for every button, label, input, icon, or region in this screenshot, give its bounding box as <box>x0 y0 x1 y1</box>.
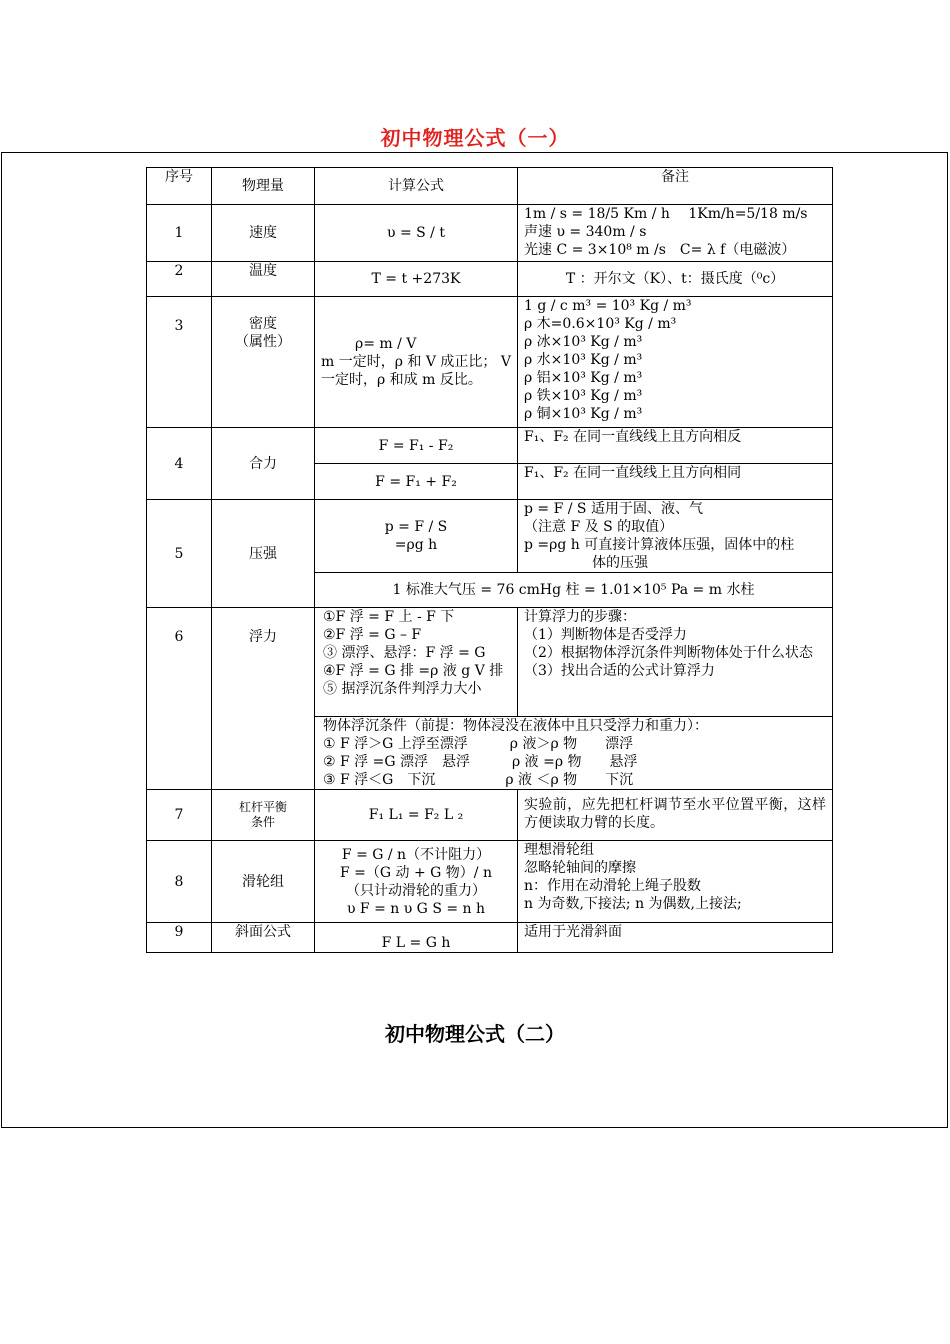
table-row <box>147 841 833 923</box>
note: 适用于光滑斜面 <box>518 923 833 953</box>
note: 理想滑轮组 忽略轮轴间的摩擦 n：作用在动滑轮上绳子股数 n 为奇数,下接法; n 为偶数,上接法; <box>518 841 833 923</box>
table-row <box>147 923 833 953</box>
formula: F = F₁ + F₂ <box>315 464 518 500</box>
note: 1m / s = 18/5 Km / h 1Km/h=5/18 m/s 声速 υ = 340m / s 光速 C = 3×10⁸ m /s C= λ f（电磁波） <box>518 205 833 262</box>
atmosphere-note: 1 标准大气压 = 76 cmHg 柱 = 1.01×10⁵ Pa = m 水柱 <box>315 573 833 608</box>
quantity-name: 压强 <box>212 500 315 608</box>
table-row <box>147 790 833 841</box>
note: F₁、F₂ 在同一直线线上且方向相同 <box>518 464 833 500</box>
header-no: 序号 <box>147 168 212 205</box>
formula-table <box>146 167 833 953</box>
quantity-name: 杠杆平衡 条件 <box>212 790 315 841</box>
row-number: 5 <box>147 500 212 608</box>
formula: F L = G h <box>315 923 518 953</box>
formula: υ = S / t <box>315 205 518 262</box>
row-number: 9 <box>147 923 212 953</box>
formula: F = F₁ - F₂ <box>315 428 518 464</box>
table-row <box>147 205 833 262</box>
note: p = F / S 适用于固、液、气 （注意 F 及 S 的取值） p =ρg h 可直接计算液体压强，固体中的柱 体的压强 <box>518 500 833 573</box>
formula: T = t +273K <box>315 262 518 297</box>
table-row <box>147 608 833 717</box>
table-row <box>147 500 833 573</box>
row-number: 2 <box>147 262 212 297</box>
table-row <box>147 262 833 297</box>
note: T ：开尔文（K）、t：摄氏度（⁰c） <box>518 262 833 297</box>
quantity-name: 滑轮组 <box>212 841 315 923</box>
note: F₁、F₂ 在同一直线线上且方向相反 <box>518 428 833 464</box>
header-formula: 计算公式 <box>315 168 518 205</box>
table-row <box>147 297 833 428</box>
formula: F = G / n（不计阻力） F =（G 动 + G 物）/ n （只计动滑轮的重力） υ F = n υ G S = n h <box>315 841 518 923</box>
row-number: 4 <box>147 428 212 500</box>
note: 1 g / c m³ = 10³ Kg / m³ ρ 木=0.6×10³ Kg / m³ ρ 冰×10³ Kg / m³ ρ 水×10³ Kg / m³ ρ 铝×10³ Kg / m³ ρ 铁×10³ Kg / m³ ρ 铜×10³ Kg / m³ <box>518 297 833 428</box>
table-row <box>147 428 833 464</box>
row-number: 1 <box>147 205 212 262</box>
section-title-2: 初中物理公式（二） <box>385 1022 565 1046</box>
header-quantity: 物理量 <box>212 168 315 205</box>
quantity-name: 合力 <box>212 428 315 500</box>
quantity-name: 温度 <box>212 262 315 297</box>
row-number: 6 <box>147 608 212 790</box>
quantity-name: 浮力 <box>212 608 315 790</box>
row-number: 3 <box>147 297 212 428</box>
formula: ρ= m / V m 一定时，ρ 和 V 成正比； V 一定时，ρ 和成 m 反比。 <box>315 297 518 428</box>
quantity-name: 斜面公式 <box>212 923 315 953</box>
row-number: 7 <box>147 790 212 841</box>
table-header-row <box>147 168 833 205</box>
quantity-name: 密度 （属性） <box>212 297 315 428</box>
formula: ①F 浮 = F 上 - F 下 ②F 浮 = G – F ③ 漂浮、悬浮：F 浮 = G ④F 浮 = G 排 =ρ 液 g V 排 ⑤ 据浮沉条件判浮力大小 <box>315 608 518 717</box>
formula: F₁ L₁ = F₂ L ₂ <box>315 790 518 841</box>
note: 计算浮力的步骤： （1）判断物体是否受浮力 （2）根据物体浮沉条件判断物体处于什么状态 （3）找出合适的公式计算浮力 <box>518 608 833 717</box>
page-title: 初中物理公式（一） <box>380 126 570 150</box>
quantity-name: 速度 <box>212 205 315 262</box>
formula: p = F / S =ρg h <box>315 500 518 573</box>
header-note: 备注 <box>518 168 833 205</box>
note: 实验前，应先把杠杆调节至水平位置平衡，这样方便读取力臂的长度。 <box>518 790 833 841</box>
float-conditions: 物体浮沉条件（前提：物体浸没在液体中且只受浮力和重力）： ① F 浮＞G 上浮至漂浮 ρ 液＞ρ 物 漂浮 ② F 浮 =G 漂浮 悬浮 ρ 液 =ρ 物 悬浮 ③ F 浮＜G 下沉 ρ 液 ＜ρ 物 下沉 <box>315 717 833 790</box>
row-number: 8 <box>147 841 212 923</box>
